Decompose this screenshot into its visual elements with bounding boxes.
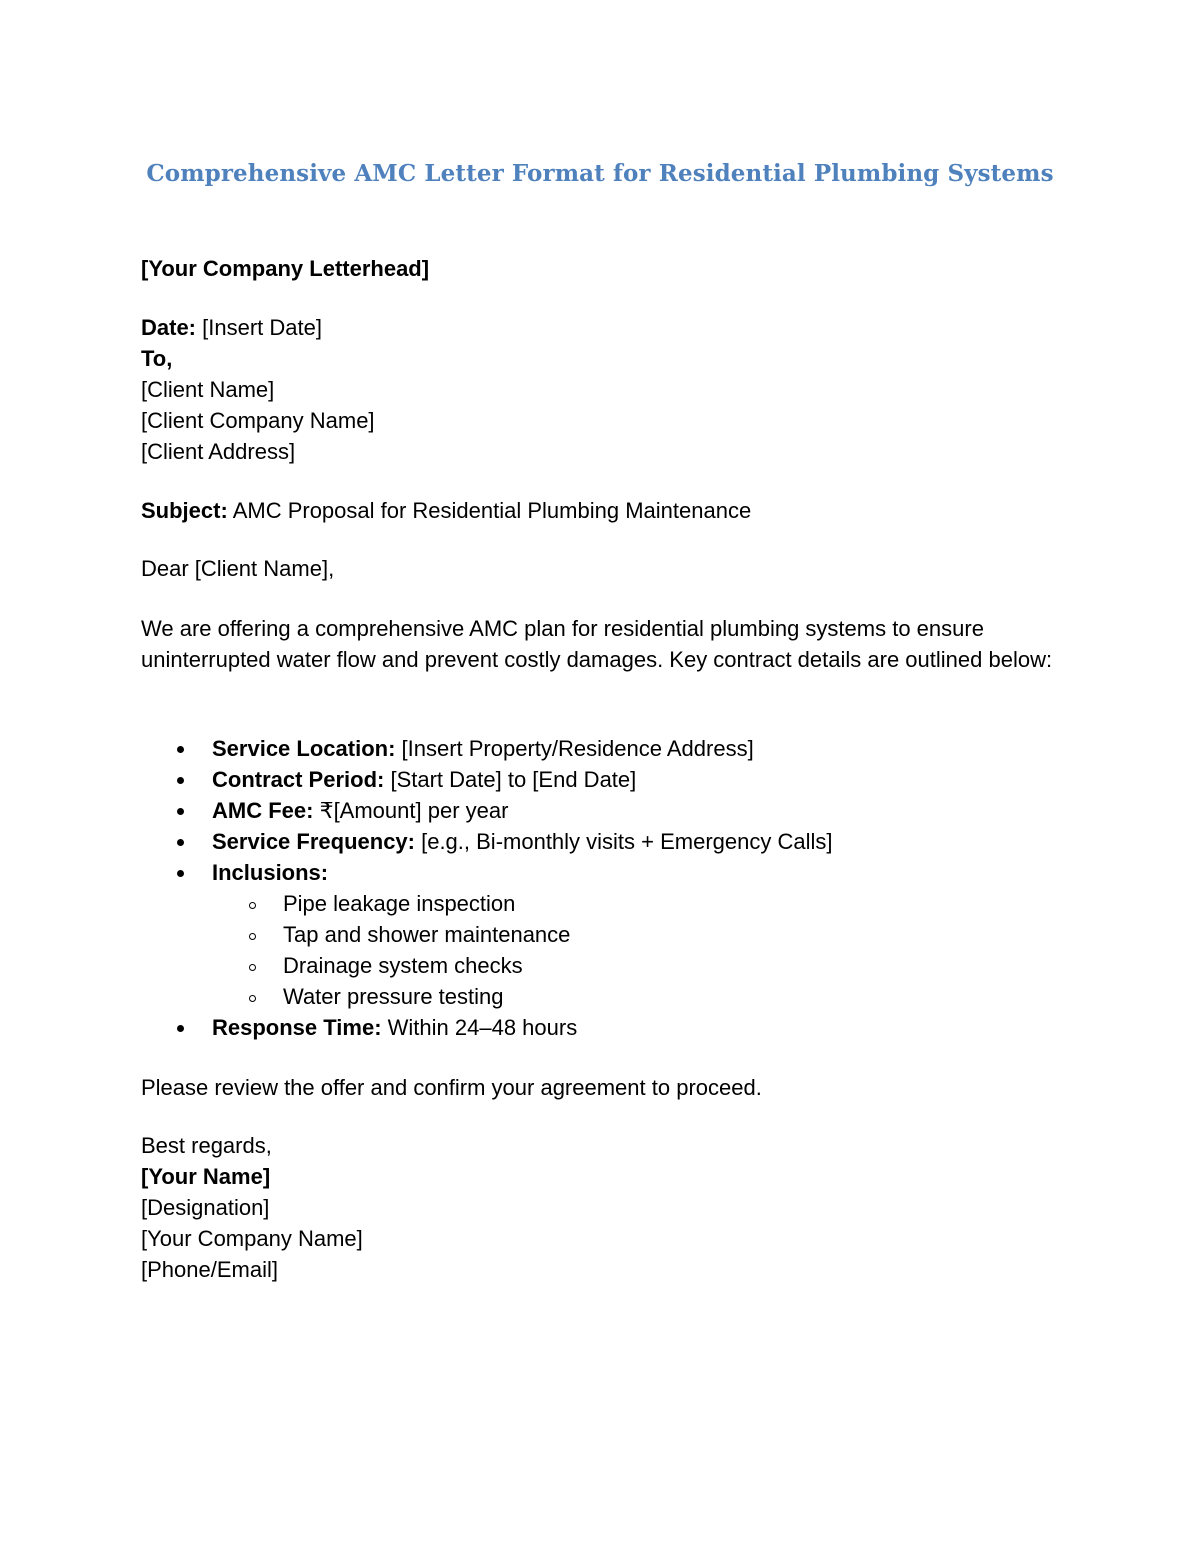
inclusion-item: Water pressure testing [283, 984, 504, 1009]
sender-name: [Your Name] [141, 1164, 271, 1189]
date-label: Date: [141, 315, 197, 340]
service-location-value: [Insert Property/Residence Address] [395, 736, 754, 761]
details-list-continued [141, 1012, 1081, 1043]
client-name: [Client Name] [141, 377, 275, 402]
salutation: Dear [Client Name], [141, 556, 335, 581]
circle-bullet-icon [249, 902, 256, 909]
closing-block [141, 1072, 1081, 1103]
sender-contact: [Phone/Email] [141, 1257, 278, 1282]
inclusions-label: Inclusions: [212, 860, 329, 885]
list-item [141, 733, 1081, 764]
circle-bullet-icon [249, 964, 256, 971]
inclusion-item: Tap and shower maintenance [283, 922, 571, 947]
subject-value: AMC Proposal for Residential Plumbing Maintenance [227, 498, 752, 523]
to-label: To, [141, 346, 173, 371]
list-item [141, 981, 1081, 1012]
letterhead-block [141, 253, 1081, 284]
bullet-icon [177, 746, 184, 753]
response-time-value: Within 24–48 hours [381, 1015, 578, 1040]
list-item [141, 1012, 1081, 1043]
document-title: Comprehensive AMC Letter Format for Residential Plumbing Systems [146, 160, 1054, 187]
list-item [141, 857, 1081, 888]
subject-label: Subject: [141, 498, 228, 523]
bullet-icon [177, 870, 184, 877]
bullet-icon [177, 839, 184, 846]
amc-fee-value: ₹[Amount] per year [313, 798, 509, 823]
list-item [141, 795, 1081, 826]
service-location-label: Service Location: [212, 736, 396, 761]
salutation-block [141, 553, 1081, 584]
client-company: [Client Company Name] [141, 408, 375, 433]
amc-fee-label: AMC Fee: [212, 798, 314, 823]
inclusions-list [141, 888, 1081, 1012]
closing-request: Please review the offer and confirm your agreement to proceed. [141, 1075, 762, 1100]
list-item [141, 764, 1081, 795]
inclusion-item: Drainage system checks [283, 953, 523, 978]
subject-line [141, 495, 1081, 526]
circle-bullet-icon [249, 933, 256, 940]
response-time-label: Response Time: [212, 1015, 382, 1040]
signoff-block [141, 1130, 1081, 1285]
circle-bullet-icon [249, 995, 256, 1002]
subject-block [141, 495, 1081, 526]
contract-period-value: [Start Date] to [End Date] [384, 767, 637, 792]
bullet-icon [177, 777, 184, 784]
list-item [141, 919, 1081, 950]
intro-paragraph: We are offering a comprehensive AMC plan for residential plumbing systems to ensure uninterrupted water flow and prevent costly damages. Key contract details are outlined below: [141, 616, 1053, 672]
regards: Best regards, [141, 1133, 272, 1158]
list-item [141, 826, 1081, 857]
letterhead: [Your Company Letterhead] [141, 256, 430, 281]
service-frequency-label: Service Frequency: [212, 829, 415, 854]
service-frequency-value: [e.g., Bi-monthly visits + Emergency Calls] [414, 829, 833, 854]
date-value: [Insert Date] [196, 315, 322, 340]
sender-company: [Your Company Name] [141, 1226, 363, 1251]
recipient-block [141, 312, 1081, 467]
client-address: [Client Address] [141, 439, 296, 464]
date-line [141, 312, 1081, 343]
bullet-icon [177, 1025, 184, 1032]
intro-block [141, 613, 1066, 675]
details-list [141, 733, 1081, 888]
list-item [141, 950, 1081, 981]
details-block [141, 733, 1081, 1043]
inclusion-item: Pipe leakage inspection [283, 891, 516, 916]
list-item [141, 888, 1081, 919]
sender-designation: [Designation] [141, 1195, 270, 1220]
bullet-icon [177, 808, 184, 815]
contract-period-label: Contract Period: [212, 767, 385, 792]
